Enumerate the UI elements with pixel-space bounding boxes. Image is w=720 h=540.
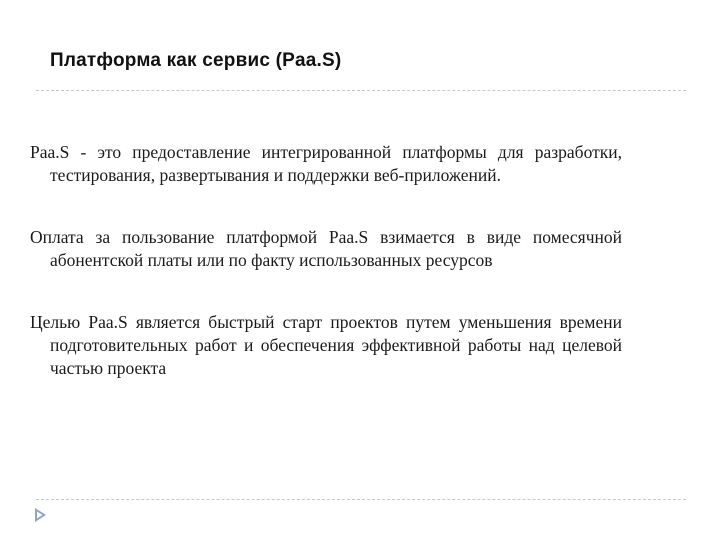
title-divider	[36, 90, 686, 91]
slide-content	[30, 141, 622, 380]
play-arrow-icon[interactable]	[32, 507, 48, 523]
paragraph-payment: Оплата за пользование платформой Paa.S взимается в виде помесячной абонентской платы или по факту использованных ресурсов	[30, 227, 622, 270]
paragraph-goal: Целью Paa.S является быстрый старт проектов путем уменьшения времени подготовительных работ и обеспечения эффективной работы над целевой частью проекта	[30, 312, 622, 378]
footer-divider	[36, 499, 686, 500]
paragraph-definition: Paa.S - это предоставление интегрированной платформы для разработки, тестирования, развертывания и поддержки веб-приложений.	[30, 142, 622, 185]
slide-title: Платформа как сервис (Paa.S)	[50, 50, 342, 71]
